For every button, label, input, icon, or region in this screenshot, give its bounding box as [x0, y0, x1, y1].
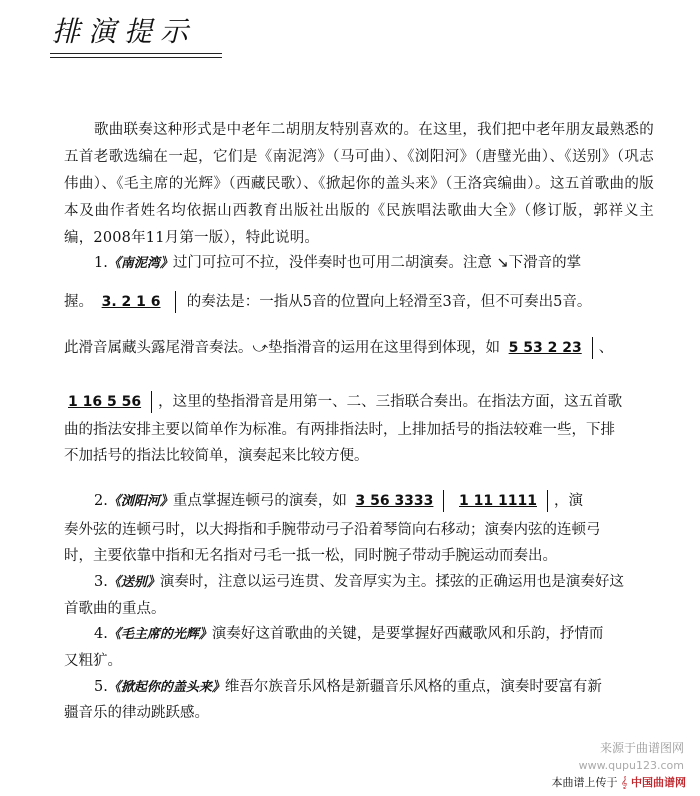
barline [547, 490, 548, 512]
barline [592, 337, 593, 359]
footer-brand: 中国曲谱网 [631, 776, 686, 789]
s5-num: 5. [94, 679, 108, 695]
s2-l1-text: 重点掌握连顿弓的演奏，如 [172, 493, 347, 509]
s1-l3-end: 、 [598, 340, 614, 356]
s1-line6: 不加括号的指法比较简单，演奏起来比较方便。 [64, 448, 369, 464]
s3-song-title: 《送别》 [107, 575, 160, 590]
barline [443, 490, 444, 512]
s1-line3 [64, 336, 664, 359]
barline [151, 391, 152, 413]
footer [551, 774, 686, 790]
s1-line2 [64, 290, 664, 313]
s1-notation-b: 5 53 2 23 [508, 340, 582, 356]
s1-song-title: 《南泥湾》 [107, 256, 173, 271]
s2-l1-end: ，演 [553, 493, 583, 509]
s1-l2-pre: 握。 [64, 294, 93, 310]
s4-line1 [94, 622, 694, 643]
s4-num: 4. [94, 626, 108, 642]
s2-line2: 奏外弦的连顿弓时，以大拇指和手腕带动弓子沿着琴筒向右移动；演奏内弦的连顿弓 [64, 522, 601, 538]
s1-l3-text: 此滑音属藏头露尾滑音奏法。 [64, 340, 253, 356]
s1-l4-after: ，这里的垫指滑音是用第一、二、三指联合奏出。在指法方面，这五首歌 [158, 394, 623, 410]
barline [175, 291, 176, 313]
s1-notation-c: 1 16 5 56 [68, 394, 142, 410]
s3-line1 [94, 570, 694, 591]
s1-l1-text: 过门可拉可不拉，没伴奏时也可用二胡演奏。注意 [172, 255, 492, 271]
s4-l1: 演奏好这首歌曲的关键，是要掌握好西藏歌风和乐韵，抒情而 [211, 626, 604, 642]
footer-prefix: 本曲谱上传于 [551, 776, 618, 789]
title-block [52, 10, 196, 50]
s1-l1-after: 下滑音的掌 [508, 255, 582, 271]
s2-notation-b: 1 11 1111 [459, 493, 537, 509]
intro-paragraph: 歌曲联奏这种形式是中老年二胡朋友特别喜欢的。在这里，我们把中老年朋友最熟悉的五首老歌选编在一起，它们是《南泥湾》（马可曲）、《浏阳河》（唐璧光曲）、《送别》（巩志伟曲）、《毛主席的光辉》（西藏民歌）、《掀起你的盖头来》（王洛宾编曲）。这五首歌曲的版本及曲作者姓名均依据山西教育出版社出版的《民族唱法歌曲大全》（修订版，郭祥义主编，2008年11月第一版），特此说明。 [64, 122, 654, 246]
s5-song-title: 《掀起你的盖头来》 [107, 680, 225, 695]
s2-notation-a: 3 56 3333 [355, 493, 434, 509]
s2-num: 2. [94, 493, 108, 509]
treble-clef-icon: 𝄞 [620, 776, 628, 789]
watermark-line1: 来源于曲谱图网 [599, 741, 684, 755]
s4-song-title: 《毛主席的光辉》 [107, 627, 212, 642]
s1-l2-after: 的奏法是：一指从5音的位置向上轻滑至3音，但不可奏出5音。 [186, 294, 592, 310]
s3-line2: 首歌曲的重点。 [64, 601, 166, 617]
s1-line1 [94, 251, 694, 272]
s4-line2: 又粗犷。 [64, 653, 122, 669]
s5-line1 [94, 675, 694, 696]
s1-l3-mid: 垫指滑音的运用在这里得到体现，如 [268, 340, 501, 356]
s1-line5: 曲的指法安排主要以简单作为标准。有两排指法时，上排加括号的指法较难一些，下排 [64, 422, 615, 438]
s2-song-title: 《浏阳河》 [107, 494, 173, 509]
s1-line4 [64, 390, 664, 413]
page-title: 排演提示 [52, 15, 197, 48]
down-glide-symbol-icon: ↘ [496, 255, 509, 271]
s5-l1: 维吾尔族音乐风格是新疆音乐风格的重点，演奏时要富有新 [224, 679, 602, 695]
s1-num: 1. [94, 255, 108, 271]
s2-line3: 时，主要依靠中指和无名指对弓毛一抵一松，同时腕子带动手腕运动而奏出。 [64, 548, 557, 564]
s3-num: 3. [94, 574, 108, 590]
s1-notation-a: 3. 2 1 6 [101, 294, 161, 310]
watermark-line2: www.qupu123.com [578, 759, 684, 772]
s2-line1 [94, 489, 694, 512]
s5-line2: 疆音乐的律动跳跃感。 [64, 705, 209, 721]
s3-l1: 演奏时，注意以运弓连贯、发音厚实为主。揉弦的正确运用也是演奏好这 [159, 574, 624, 590]
title-underline-2 [50, 57, 222, 58]
title-underline [50, 53, 222, 54]
slide-arrow-icon: ⤻ [252, 340, 269, 356]
